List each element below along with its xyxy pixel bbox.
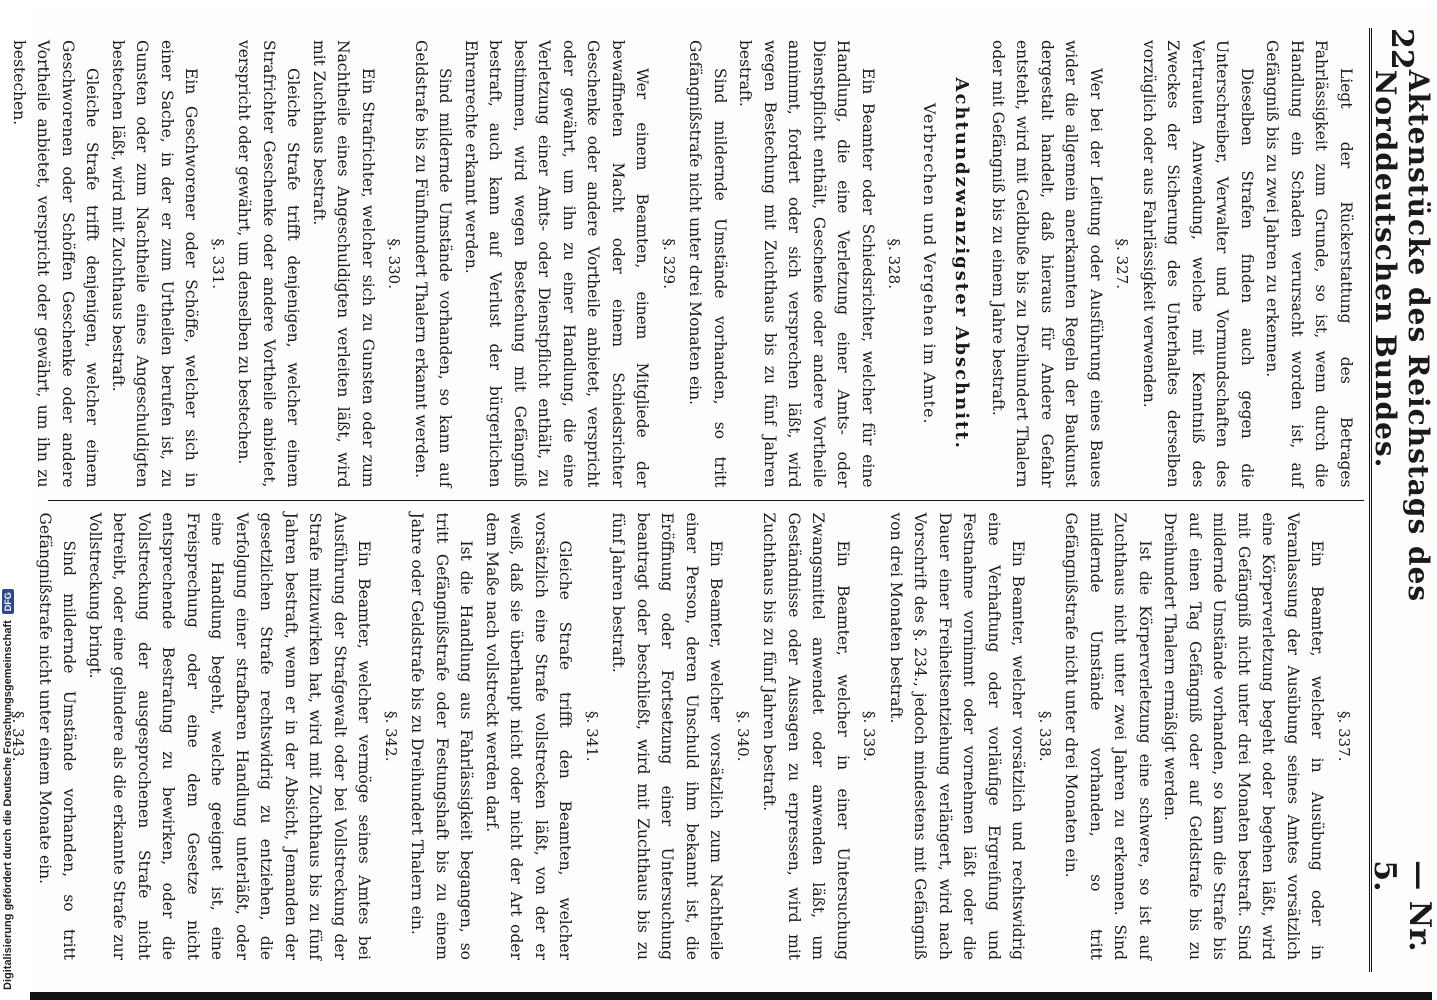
paragraph: Ein Strafrichter, welcher sich zu Gunsten oder zum Nachtheile eines Angeschuldigten verleiten läßt, wird mit Zuchthaus bestraft. [310, 40, 377, 488]
scan-edge-shadow [30, 992, 1432, 1000]
paragraph: Liegt der Rückerstattung des Betrages Fahrlässigkeit zum Grunde, so ist, wenn durch die Handlung ein Schaden verursacht worden ist, auf Gefängniß bis zu zwei Jahren zu erkennen. [1263, 40, 1355, 488]
dfg-logo: DFG [2, 589, 14, 614]
section-number: §. 343. [9, 711, 28, 762]
section-number: §. 338. [1036, 711, 1054, 762]
chapter-subheading: Verbrechen und Vergehen im Amte. [920, 102, 939, 425]
section-number: §. 337. [1335, 711, 1353, 762]
paragraph: Wer bei der Leitung oder Ausführung eines Baues wider die allgemein anerkannten Regeln der Baukunst dergestalt handelt, daß hieraus für Andere Gefahr entsteht, wird mit Geldbuße bis zu Dreihundert Thalern oder mit Gefängniß bis zu einem Jahre bestraft. [989, 40, 1105, 488]
section-number: §. 331. [209, 238, 227, 289]
scanned-page [9, 8, 1437, 992]
section-number: §. 328. [885, 238, 904, 289]
page-number: 22 [1384, 28, 1420, 70]
paragraph: Ist die Körperverletzung eine schwere, so ist auf Zuchthaus nicht unter zwei Jahren zu erkennen. Sind mildernde Umstände vorhanden, so tritt Gefängnißstrafe nicht unter drei Monaten ein. [1062, 512, 1154, 960]
section-number: §. 342. [382, 711, 400, 762]
paragraph: Gleiche Strafe trifft den Beamten, welcher vorsätzlich eine Strafe vollstrecken läßt, von der er weiß, daß sie überhaupt nicht oder nicht der Art oder dem Maße nach vollstreckt werden darf. [483, 512, 575, 960]
paragraph: Ein Beamter, welcher vorsätzlich zum Nachtheile einer Person, deren Unschuld ihm bekannt ist, die Eröffnung oder Fortsetzung einer Untersuchung beantragt oder beschließt, wird mit Zuchthaus bis zu fünf Jahren bestraft. [609, 512, 726, 960]
paragraph: Ein Beamter, welcher vermöge seines Amtes bei Ausführung der Strafgewalt oder bei Vollstreckung der Strafe mitzuwirken hat, wird mit Zuchthaus bis zu fünf Jahren bestraft, wenn er in der Absicht, Jemanden der gesetzlichen Strafe rechtswidrig zu entziehen, die Verfolgung einer strafbaren Handlung unterläßt, oder eine Handlung begeht, welche geeignet ist, eine Freisprechung oder eine dem Gesetze nicht entsprechende Bestrafung zu bewirken, oder die Vollstreckung der ausgesprochenen Strafe nicht betreibt, oder eine gelindere als die erkannte Strafe zur Vollstreckung bringt. [86, 512, 374, 960]
paragraph: Dieselben Strafen finden auch gegen die Unterschreiber, Verwalter und Vormundschaften des Vertrauten Anwendung, welche mit Kenntniß des Zweckes der Sicherung des Unterhaltes derselben vorzüglich oder aus Fahrlässigkeit verwenden. [1140, 40, 1256, 488]
paragraph: Gleiche Strafe trifft denjenigen, welcher einem Strafrichter Geschenke oder andere Vortheile anbietet, verspricht oder gewährt, um denselben zu bestechen. [235, 40, 303, 488]
paragraph: Sind mildernde Umstände vorhanden, so kann auf Geldstrafe bis zu Fünfhundert Thalern erkannt werden. [412, 40, 455, 488]
section-number [0, 40, 5, 488]
right-column [9, 500, 1364, 973]
paragraph: Sind mildernde Umstände vorhanden, so tritt Gefängnißstrafe nicht unter einem Monate ein. [36, 512, 79, 960]
section-number: §. 341. [583, 711, 601, 762]
section-number: §. 340. [734, 711, 752, 762]
paragraph: Ein Beamter, welcher in Ausübung oder in Veranlassung der Ausübung seines Amtes vorsätzlich eine Körperverletzung begeht oder begehen läßt, wird mit Gefängniß nicht unter drei Monaten bestraft. Sind mildernde Umstände vorhanden, so kann die Strafe bis auf einen Tag Gefängniß oder auf Geldstrafe bis zu Dreihundert Thalern ermäßigt werden. [1161, 512, 1327, 960]
section-number: §. 330. [385, 238, 404, 289]
section-number: §. 339. [860, 711, 879, 762]
rotated-page-content [9, 8, 1437, 992]
paragraph: Ein Beamter, welcher vorsätzlich und rechtswidrig eine Verhaftung oder vorläufige Ergreifung und Festnahme vornimmt oder vornehmen läßt oder die Dauer einer Freiheitsentziehung verlängert, wird nach Vorschrift des §. 234., jedoch mindestens mit Gefängniß von drei Monaten bestraft. [887, 512, 1028, 960]
paragraph: Ein Beamter oder Schiedsrichter, welcher für eine Handlung, die eine Verletzung einer Amts- oder Dienstpflicht enthält, Geschenke oder andere Vortheile annimmt, fordert oder sich versprechen läßt, wird wegen Bestechung mit Zuchthaus bis zu fünf Jahren bestraft. [736, 40, 877, 488]
section-number: §. 329. [660, 238, 678, 289]
paragraph: Sind mildernde Umstände vorhanden, so tritt Gefängnißstrafe nicht unter drei Monaten ein. [686, 40, 729, 488]
paragraph [0, 513, 4, 961]
left-column [10, 28, 1364, 500]
paragraph: Ein Beamter, welcher in einer Untersuchung Zwangsmittel anwendet oder anwenden läßt, um Geständnisse oder Aussagen zu erpressen, wird mit Zuchthaus bis zu fünf Jahren bestraft. [760, 512, 852, 960]
paragraph: Wer einem Beamten, einem Mitgliede der bewaffneten Macht oder einem Schiedsrichter Geschenke oder andere Vortheile anbietet, verspricht oder gewährt, um ihn zu einer Handlung, die eine Verletzung einer Amts- oder Dienstpflicht enthält, zu bestimmen, wird wegen Bestechung mit Gefängniß bestraft, auch kann auf Verlust der bürgerlichen Ehrenrechte erkannt werden. [462, 40, 652, 488]
paragraph: Ist die Handlung aus Fahrlässigkeit begangen, so tritt Gefängnißstrafe oder Festungshaft bis zu einem Jahre oder Geldstrafe bis zu Dreihundert Thalern ein. [408, 512, 476, 960]
digitization-credit-text: Digitalisierung gefördert durch die Deutsche Forschungsgemeinschaft [2, 620, 14, 990]
chapter-heading: Achtundzwanzigster Abschnitt. [951, 77, 973, 450]
running-title: Aktenstücke des Reichstags des Norddeutschen Bundes. [1369, 69, 1435, 603]
paragraph: Gleiche Strafe trifft denjenigen, welcher einem Geschworenen oder Schöffen Geschenke oder andere Vortheile anbietet, verspricht oder gewährt, um ihn zu bestechen. [10, 40, 102, 488]
section-number: §. 327. [1113, 238, 1132, 289]
page-header [1367, 28, 1437, 972]
paragraph: Ein Geschworener oder Schöffe, welcher sich in einer Sache, in der er zum Urtheilen berufen ist, zu Gunsten oder zum Nachtheile eines Angeschuldigten bestechen läßt, wird mit Zuchthaus bestraft. [109, 40, 201, 488]
document-number: — Nr. 5. [1367, 860, 1437, 952]
two-column-body [9, 28, 1364, 972]
